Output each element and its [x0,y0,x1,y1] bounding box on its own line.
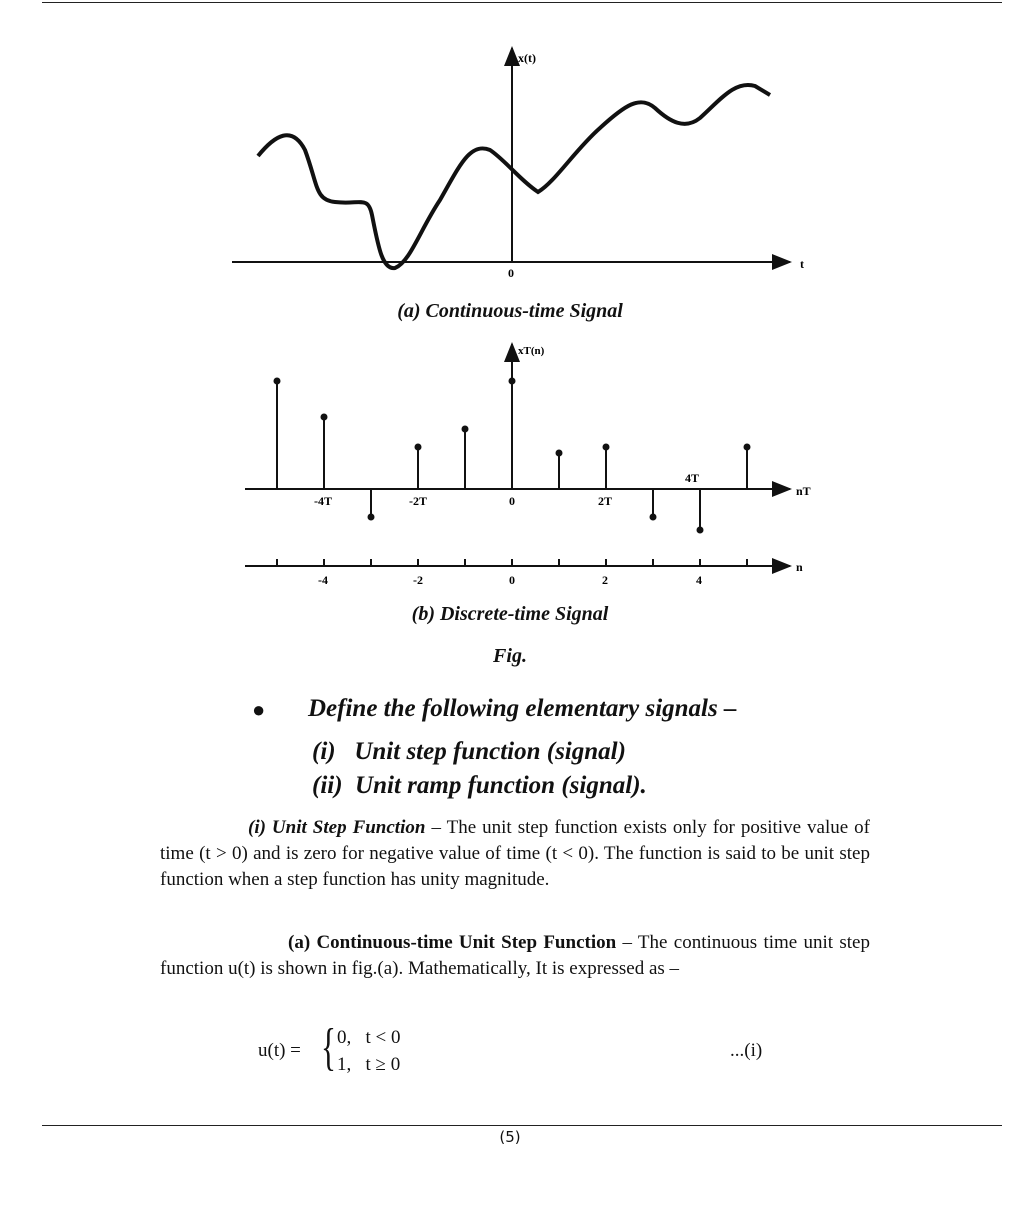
sample-point [697,527,704,534]
signal-curve [258,85,770,268]
origin-label: 0 [508,266,514,280]
n-tick-label: 4 [696,573,702,587]
paragraph-heading: (i) Unit Step Function [248,817,426,838]
sample-point [321,414,328,421]
nT-tick-label: 2T [597,494,613,508]
sample-point [509,378,516,385]
answer-paragraph-1 [160,815,870,893]
n-tick-label: 0 [509,573,515,587]
sample-point [274,378,281,385]
sample-point [650,514,657,521]
x-axis-label: t [800,257,804,271]
answer-paragraph-2 [160,930,870,982]
page-number: (5) [499,1128,521,1146]
sample-point [744,444,751,451]
sample-point [368,514,375,521]
n-tick-label: -4 [318,573,328,587]
question-item: (ii) Unit ramp function (signal). [312,772,647,799]
paragraph-text: – The unit step function exists only for positive value of time (t > 0) and is zero for negative value of time (t < 0). The function is said to be unit step function when a step function has unity magnitude. [160,817,870,890]
y-axis-label: x(t) [518,51,536,65]
y-axis-label: xT(n) [518,345,545,357]
question-item: (i) Unit step function (signal) [312,738,626,765]
sample-point [462,426,469,433]
equation-number: ...(i) [730,1040,763,1061]
bottom-rule [42,1125,1002,1126]
equation-lhs: u(t) = [258,1040,301,1061]
equation-case-2: 1, t ≥ 0 [337,1054,401,1075]
figure-b-discrete-signal [245,344,811,587]
nT-axis-label: nT [796,484,811,498]
question-bullet: ● [252,697,266,722]
figure-a-continuous-signal [232,48,804,280]
nT-tick-label: 4T [684,471,700,485]
equation-case-1: 0, t < 0 [337,1027,401,1048]
nT-tick-label: -2T [409,494,427,508]
n-tick-label: 2 [602,573,608,587]
nT-tick-label: 0 [509,494,515,508]
sample-point [415,444,422,451]
figure-label: Fig. [493,645,527,667]
figure-b-caption: (b) Discrete-time Signal [411,603,609,625]
equation-brace: { [320,1019,336,1076]
n-axis-label: n [796,560,803,574]
sample-point [603,444,610,451]
sample-point [556,450,563,457]
figure-a-caption: (a) Continuous-time Signal [397,300,623,322]
paragraph-text: – The continuous time unit step function u(t) is shown in fig.(a). Mathematically, It is expressed as – [160,932,870,979]
question-title: Define the following elementary signals – [308,695,737,722]
paragraph-heading: (a) Continuous-time Unit Step Function [288,932,617,953]
nT-tick-label: -4T [314,494,332,508]
n-tick-label: -2 [413,573,423,587]
